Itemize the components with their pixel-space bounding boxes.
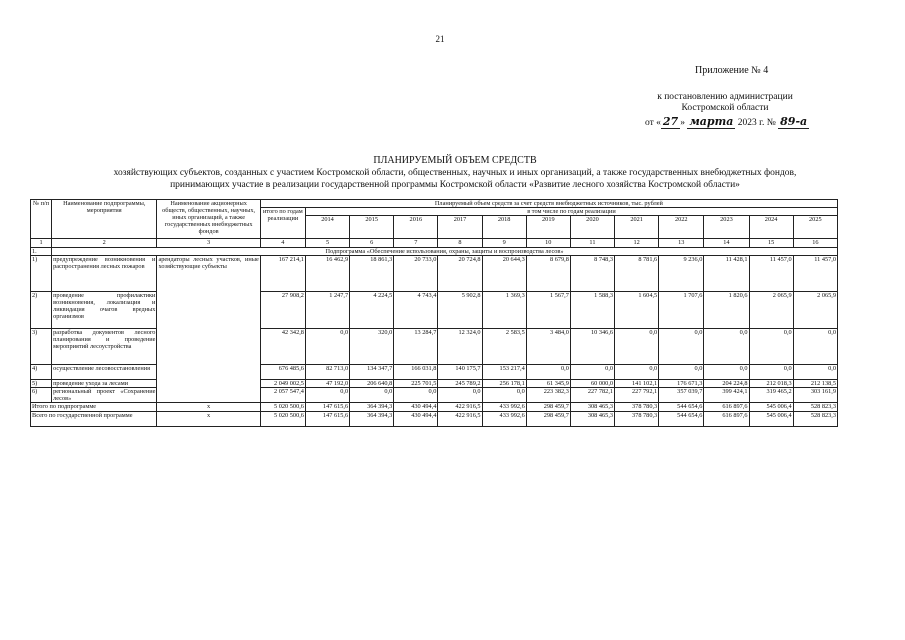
year-value: 0,0 [615,329,659,365]
header-name: Наименование подпрограммы, мероприятия [52,200,157,239]
row-total: 2 057 547,4 [260,388,305,403]
column-index: 1 [31,239,52,248]
year-value: 176 671,3 [659,380,704,388]
year-value: 0,0 [526,365,570,380]
document-title: ПЛАНИРУЕМЫЙ ОБЪЕМ СРЕДСТВ [373,155,537,166]
total-year-value: 308 465,3 [570,412,614,427]
row-no: 1) [31,256,52,292]
year-value: 1 247,7 [305,292,349,329]
year-value: 20 733,0 [394,256,438,292]
date-prefix: от « [645,118,661,128]
year-value: 2 583,5 [482,329,526,365]
total-year-value: 545 006,4 [749,412,793,427]
total-year-value: 308 465,3 [570,403,614,412]
year-value: 1 820,6 [704,292,749,329]
column-index: 15 [749,239,793,248]
header-no: № п/п [31,200,52,239]
total-year-value: 147 615,6 [305,403,349,412]
total-year-value: 422 916,5 [438,403,482,412]
header-year: 2016 [394,216,438,239]
year-value: 8 748,3 [570,256,614,292]
region-line: Костромской области [681,103,769,113]
total-name: Всего по государственной программе [31,412,157,427]
total-year-value: 544 654,6 [659,412,704,427]
year-value: 225 701,5 [394,380,438,388]
row-total: 676 485,6 [260,365,305,380]
resolution-date-line [645,116,809,129]
year-value: 141 102,1 [615,380,659,388]
total-year-value: 147 615,6 [305,412,349,427]
handwritten-number: 89-а [780,115,808,128]
column-index: 10 [526,239,570,248]
table-row [31,256,838,292]
total-row [31,403,838,412]
total-sum: 5 020 500,6 [260,403,305,412]
column-index: 7 [394,239,438,248]
total-year-value: 616 897,6 [704,403,749,412]
year-value: 1 588,3 [570,292,614,329]
year-value: 227 792,1 [615,388,659,403]
year-value: 60 000,0 [570,380,614,388]
total-year-value: 433 992,6 [482,412,526,427]
year-value: 166 031,8 [394,365,438,380]
year-value: 5 902,8 [438,292,482,329]
row-no: 2) [31,292,52,329]
header-by-years: в том числе по годам реализации [305,208,837,216]
year-value: 1 604,5 [615,292,659,329]
column-index-row [31,239,838,248]
year-value: 1 707,6 [659,292,704,329]
year-value: 245 789,2 [438,380,482,388]
year-value: 0,0 [438,388,482,403]
row-name: проведение ухода за лесами [52,380,157,388]
row-name: региональный проект «Сохранение лесов» [53,388,156,402]
year-value: 11 457,0 [749,256,793,292]
row-no: 4) [31,365,52,380]
header-year: 2018 [482,216,526,239]
total-year-value: 430 494,4 [394,403,438,412]
header-year: 2025 [793,216,837,239]
row-name: проведение профилактики возникновения, локализация и ликвидация очагов вредных организмов [52,292,157,329]
year-value: 212 018,3 [749,380,793,388]
total-year-value: 545 006,4 [749,403,793,412]
year-value: 357 039,7 [659,388,704,403]
total-year-value: 528 823,3 [793,403,837,412]
year-value: 206 640,8 [350,380,394,388]
year-value: 0,0 [305,388,349,403]
year-value: 0,0 [570,365,614,380]
year-value: 204 224,8 [704,380,749,388]
column-index: 6 [350,239,394,248]
total-year-value: 616 897,6 [704,412,749,427]
year-value: 0,0 [305,329,349,365]
year-value: 9 236,0 [659,256,704,292]
table-row [31,329,838,365]
total-year-value: 378 780,3 [615,412,659,427]
year-value: 0,0 [659,365,704,380]
row-name: разработка документов лесного планирования и проведение мероприятий лесоустройства [52,329,157,365]
year-value: 0,0 [704,329,749,365]
year-value: 0,0 [749,365,793,380]
planned-funds-table [30,199,838,427]
year-value: 153 217,4 [482,365,526,380]
year-value: 1 567,7 [526,292,570,329]
table-row [31,380,838,388]
year-value: 0,0 [749,329,793,365]
total-year-value: 298 459,7 [526,403,570,412]
year-value: 4 743,4 [394,292,438,329]
total-name: Итого по подпрограмме [31,403,157,412]
year-value: 134 347,7 [350,365,394,380]
year-value: 2 065,9 [793,292,837,329]
total-org: x [157,412,260,427]
year-value: 0,0 [394,388,438,403]
org-cell: арендаторы лесных участков, иные хозяйствующие субъекты [157,256,260,403]
year-value: 256 178,1 [482,380,526,388]
header-total: итого по годам реализации [260,208,305,239]
table-row [31,292,838,329]
total-year-value: 364 394,3 [350,412,394,427]
row-no: 6) [31,388,52,403]
header-year: 2024 [749,216,793,239]
row-no: 5) [31,380,52,388]
column-index: 5 [305,239,349,248]
row-name: осуществление лесовосстановления [52,365,157,380]
year-value: 8 781,6 [615,256,659,292]
header-year: 2020 [570,216,614,239]
header-year: 2019 [526,216,570,239]
page-number: 21 [435,34,445,44]
year-value: 61 345,9 [526,380,570,388]
subprogram-title: Подпрограмма «Обеспечение использования, охраны, защиты и воспроизводства лесов» [52,248,838,256]
year-value: 20 724,8 [438,256,482,292]
header-planned: Планируемый объем средств за счет средств внебюджетных источников, тыс. рублей [260,200,837,208]
row-total: 167 214,1 [260,256,305,292]
resolution-line: к постановлению администрации [657,92,793,102]
total-year-value: 430 494,4 [394,412,438,427]
total-sum: 5 020 500,6 [260,412,305,427]
year-value: 223 382,3 [526,388,570,403]
column-index: 11 [570,239,614,248]
year-value: 4 224,5 [350,292,394,329]
total-year-value: 298 459,7 [526,412,570,427]
column-index: 16 [793,239,837,248]
header-year: 2017 [438,216,482,239]
year-value: 82 713,0 [305,365,349,380]
row-total: 2 049 002,5 [260,380,305,388]
row-total: 27 908,2 [260,292,305,329]
year-value: 1 369,3 [482,292,526,329]
total-year-value: 378 780,3 [615,403,659,412]
header-year: 2015 [350,216,394,239]
date-mid: » [680,118,688,128]
year-value: 320,0 [350,329,394,365]
year-value: 47 192,0 [305,380,349,388]
table-row [31,388,838,403]
table-row [31,365,838,380]
year-value: 319 465,2 [749,388,793,403]
header-year: 2022 [659,216,704,239]
subprogram-no: 1. [31,248,52,256]
year-value: 212 138,5 [793,380,837,388]
row-total: 42 342,8 [260,329,305,365]
header-year: 2021 [615,216,659,239]
year-value: 303 161,9 [793,388,837,403]
header-row-1 [31,200,838,208]
header-year: 2023 [704,216,749,239]
total-row [31,412,838,427]
year-value: 0,0 [659,329,704,365]
column-index: 13 [659,239,704,248]
column-index: 3 [157,239,260,248]
year-value: 13 284,7 [394,329,438,365]
row-name: предупреждение возникновения и распространения лесных пожаров [52,256,157,292]
handwritten-month: марта [689,115,734,128]
year-value: 18 861,3 [350,256,394,292]
column-index: 9 [482,239,526,248]
year-value: 8 679,8 [526,256,570,292]
year-value: 0,0 [615,365,659,380]
year-value: 10 346,6 [570,329,614,365]
total-year-value: 528 823,3 [793,412,837,427]
year-value: 0,0 [350,388,394,403]
total-year-value: 544 654,6 [659,403,704,412]
year-value: 12 324,0 [438,329,482,365]
column-index: 12 [615,239,659,248]
year-value: 0,0 [793,329,837,365]
year-value: 20 644,3 [482,256,526,292]
year-value: 0,0 [482,388,526,403]
total-year-value: 433 992,6 [482,403,526,412]
column-index: 2 [52,239,157,248]
year-value: 11 457,0 [793,256,837,292]
total-org: x [157,403,260,412]
column-index: 4 [260,239,305,248]
year-value: 0,0 [704,365,749,380]
header-year: 2014 [305,216,349,239]
year-value: 2 065,9 [749,292,793,329]
year-value: 16 462,9 [305,256,349,292]
column-index: 8 [438,239,482,248]
document-subtitle-2: принимающих участие в реализации государственной программы Костромской области «Развитие лесного хозяйства Костромской области» [170,180,740,190]
year-value: 140 175,7 [438,365,482,380]
header-org: Наименование акционерных обществ, общественных, научных, иных организаций, а также государственных внебюджетных фондов [157,200,260,239]
handwritten-day: 27 [662,115,679,128]
subprogram-row [31,248,838,256]
total-year-value: 364 394,3 [350,403,394,412]
document-subtitle-1: хозяйствующих субъектов, созданных с участием Костромской области, общественных, научных и иных организаций, а также государственных внебюджетных фондов, [113,168,797,178]
year-value: 399 424,1 [704,388,749,403]
year-value: 0,0 [793,365,837,380]
row-no: 3) [31,329,52,365]
total-year-value: 422 916,5 [438,412,482,427]
year-value: 227 782,1 [570,388,614,403]
column-index: 14 [704,239,749,248]
year-value: 11 428,1 [704,256,749,292]
date-year: 2023 г. № [735,118,779,128]
appendix-title: Приложение № 4 [695,65,769,76]
year-value: 3 484,0 [526,329,570,365]
